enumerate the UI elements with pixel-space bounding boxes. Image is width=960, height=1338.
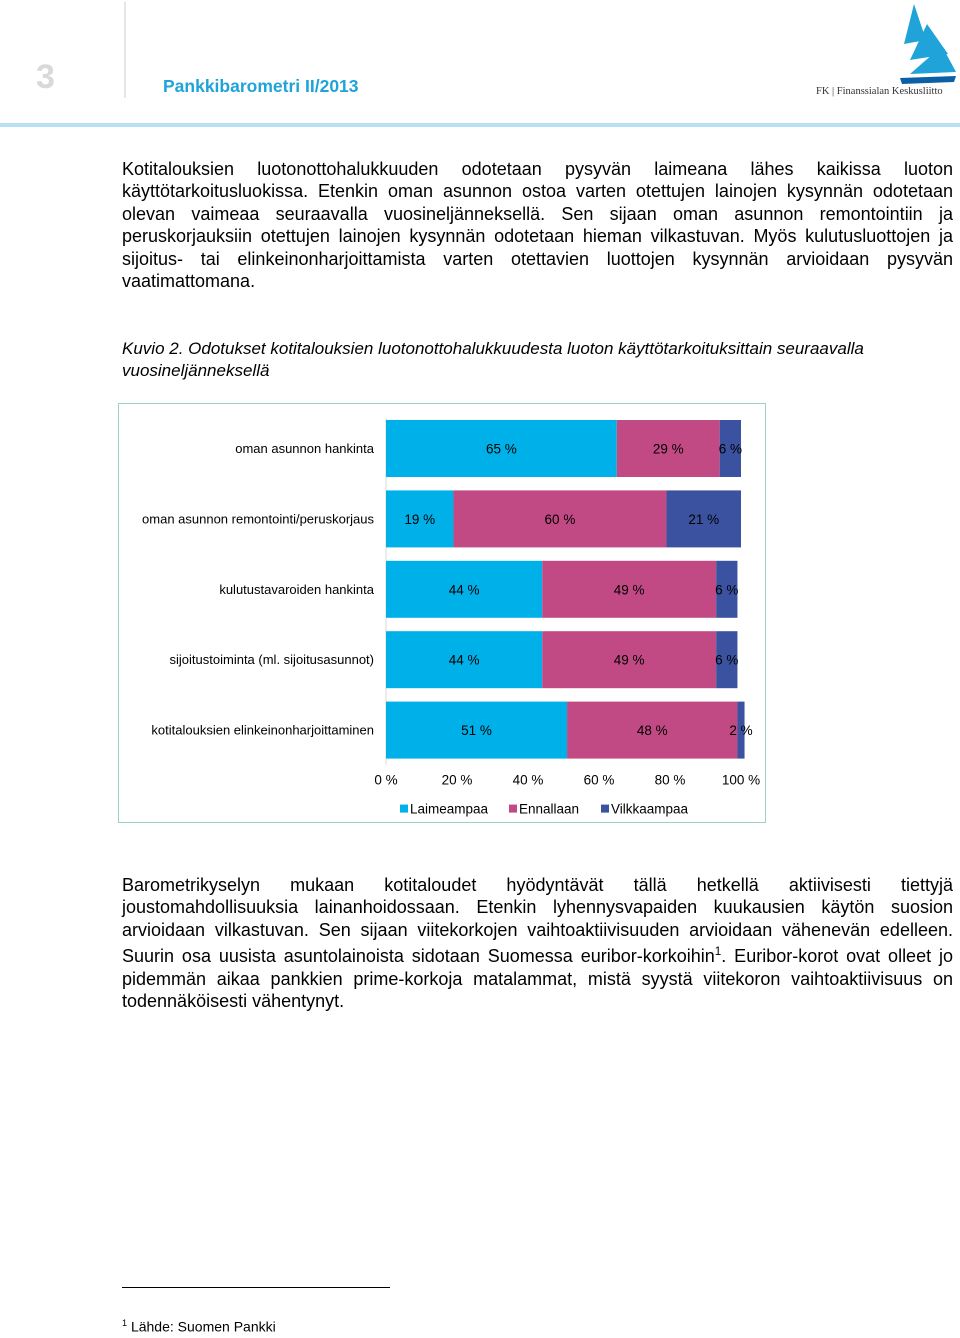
x-tick-label: 0 % [374, 772, 398, 788]
legend-swatch [400, 805, 408, 813]
legend-swatch [601, 805, 609, 813]
x-tick-label: 20 % [441, 772, 473, 788]
category-label: kulutustavaroiden hankinta [219, 581, 374, 597]
logo-text: FK | Finanssialan Keskusliitto [816, 86, 943, 97]
data-label: 21 % [688, 511, 720, 527]
data-label: 29 % [652, 441, 684, 457]
data-label: 49 % [613, 582, 645, 598]
x-tick-label: 100 % [721, 772, 761, 788]
data-label: 6 % [718, 441, 742, 457]
data-label: 6 % [715, 652, 739, 668]
data-label: 44 % [448, 652, 480, 668]
report-title: Pankkibarometri II/2013 [163, 76, 359, 96]
header-rule [0, 123, 960, 127]
paragraph-2-text-end: . Euribor-korot ovat olleet jo pidemmän aikaa pankkien prime-korkoja matalammat, mistä syystä viitekoron vaihtoaktiivisuus on todennäköisesti vähentynyt. [122, 946, 953, 1012]
paragraph-2 [122, 874, 953, 1012]
data-label: 44 % [448, 582, 480, 598]
header-divider [124, 2, 126, 98]
x-tick-label: 80 % [654, 772, 686, 788]
category-label: oman asunnon remontointi/peruskorjaus [142, 511, 374, 527]
data-label: 6 % [715, 582, 739, 598]
category-label: sijoitustoiminta (ml. sijoitusasunnot) [169, 652, 374, 668]
footnote-rule [122, 1287, 390, 1288]
data-label: 60 % [544, 511, 576, 527]
data-label: 49 % [613, 652, 645, 668]
legend-label: Ennallaan [519, 801, 580, 817]
footnote-reference: 1 [714, 945, 722, 959]
x-tick-label: 40 % [512, 772, 544, 788]
page-number: 3 [36, 58, 55, 96]
legend-label: Vilkkaampaa [611, 801, 689, 817]
figure-caption: Kuvio 2. Odotukset kotitalouksien luotonottohalukkuudesta luoton käyttötarkoituksittain seuraavalla vuosineljänneksellä [122, 339, 864, 380]
data-label: 48 % [636, 723, 668, 739]
paragraph-2-text: Barometrikyselyn mukaan kotitaloudet hyödyntävät tällä hetkellä aktiivisesti tiettyjä joustomahdollisuuksia lainanhoidossaan. Etenkin lyhennysvapaiden kuukausien käytön suosion arvioidaan vilkastuvan. Sen sijaan viitekorkojen vaihtoaktiivisuuden arvioidaan vähenevän edelleen. Suurin osa uusista asuntolainoista sidotaan Suomessa euribor-korkoihin [122, 875, 953, 967]
legend-label: Laimeampaa [410, 801, 489, 817]
paragraph-1: Kotitalouksien luotonottohalukkuuden odotetaan pysyvän laimeana lähes kaikissa luoton käyttötarkoitusluokissa. Etenkin oman asunnon ostoa varten otettujen lainojen kysynnän odotetaan olevan vaimeaa seuraavalla vuosineljänneksellä. Sen sijaan oman asunnon remontointiin ja peruskorjauksiin otettujen lainojen kysynnän odotetaan hieman vilkastuvan. Myös kulutusluottojen ja sijoitus- tai elinkeinonharjoittamista varten otettavien luottojen kysynnän arvioidaan pysyvän vaatimattomana. [122, 159, 953, 292]
x-tick-label: 60 % [583, 772, 615, 788]
stacked-bar-chart [119, 404, 765, 822]
data-label: 65 % [485, 441, 517, 457]
footnote [122, 1318, 276, 1335]
legend-swatch [509, 805, 517, 813]
footnote-text: Lähde: Suomen Pankki [127, 1318, 276, 1335]
footnote-marker: 1 [122, 1318, 128, 1328]
category-label: kotitalouksien elinkeinonharjoittaminen [151, 722, 374, 738]
data-label: 51 % [461, 723, 492, 739]
chart-frame [118, 403, 766, 823]
data-label: 2 % [729, 723, 753, 739]
data-label: 19 % [404, 511, 436, 527]
category-label: oman asunnon hankinta [235, 441, 374, 456]
